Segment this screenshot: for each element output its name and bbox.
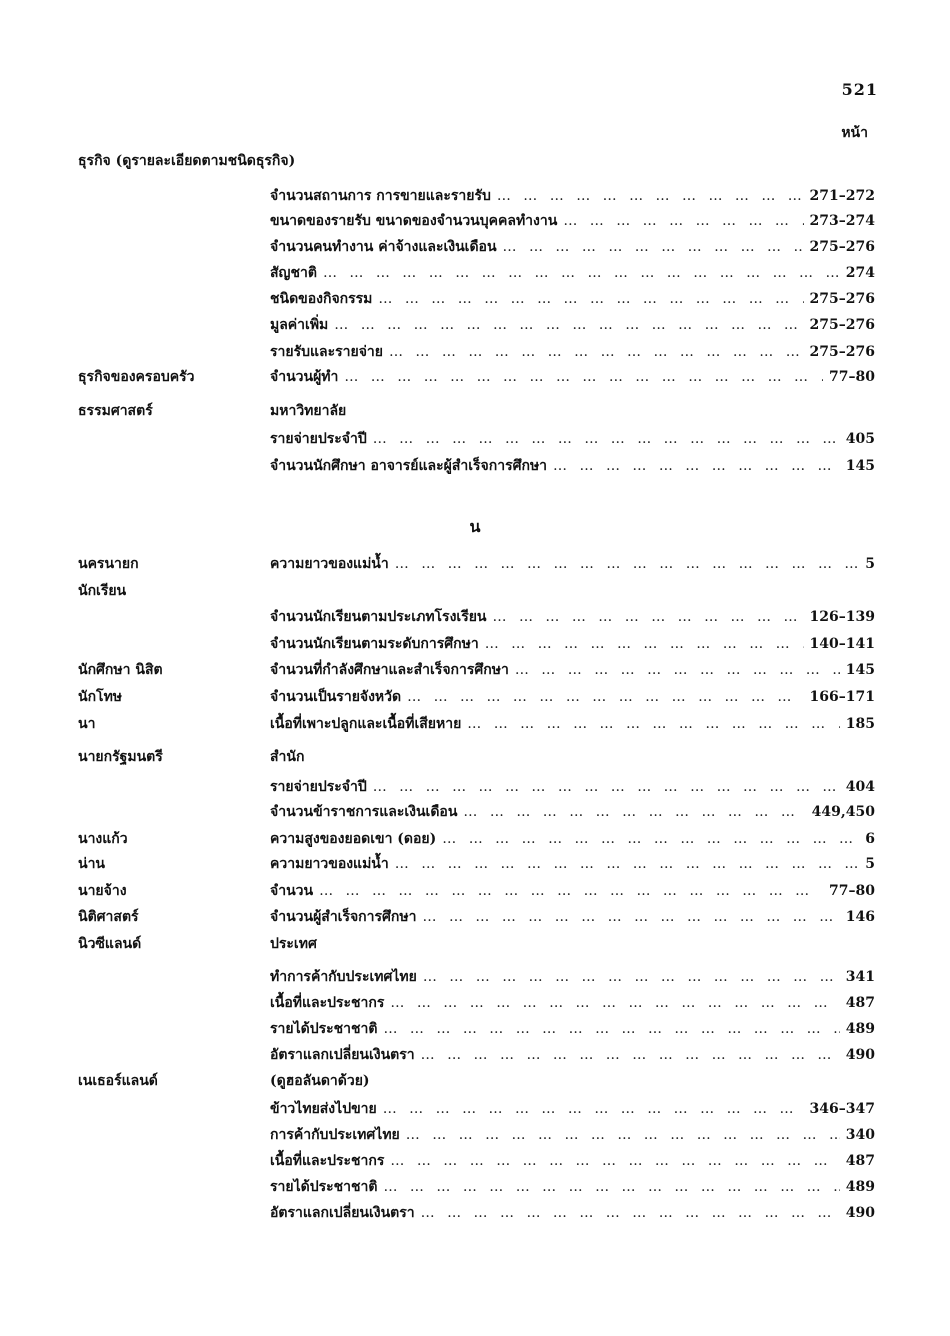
- index-subentry-text: ทำการค้ากับประเทศไทย: [270, 969, 417, 985]
- index-subentry: [270, 776, 875, 798]
- index-subentry-text: ขนาดของรายรับ ขนาดของจำนวนบุคคลทำงาน: [270, 213, 558, 229]
- index-subentry: [270, 828, 875, 850]
- dot-leader: [390, 995, 839, 1011]
- section-letter-heading: น: [469, 517, 481, 536]
- index-subentry-text: รายรับและรายจ่าย: [270, 344, 383, 360]
- index-subentry-text: ความยาวของแม่น้ำ: [270, 556, 389, 572]
- index-subentry-text: มหาวิทยาลัย: [270, 403, 347, 419]
- index-subentry-text: รายจ่ายประจำปี: [270, 431, 367, 447]
- dot-leader: [319, 883, 823, 899]
- index-term: นักโทษ: [78, 689, 123, 705]
- index-entry-row: [0, 828, 950, 850]
- index-page-ref: 77–80: [829, 883, 875, 899]
- index-page-ref: 487: [845, 995, 875, 1011]
- index-page-ref: 146: [845, 909, 875, 925]
- index-subentry: [270, 966, 875, 988]
- index-subentry-text: รายได้ประชาชาติ: [270, 1179, 378, 1195]
- index-subentry-text: จำนวนนักศึกษา อาจารย์และผู้สำเร็จการศึกษา: [270, 458, 548, 474]
- index-subentry: [270, 746, 875, 768]
- index-subentry-text: จำนวนคนทำงาน ค่าจ้างและเงินเดือน: [270, 239, 497, 255]
- index-subentry-text: อัตราแลกเปลี่ยนเงินตรา: [270, 1047, 415, 1063]
- index-entry-row: [0, 1124, 950, 1146]
- index-entry-row: [0, 210, 950, 232]
- index-entry-row: [0, 236, 950, 258]
- dot-leader: [390, 1153, 839, 1169]
- index-page-ref: 340: [845, 1127, 875, 1143]
- index-subentry: [270, 210, 875, 232]
- index-subentry: [270, 713, 875, 735]
- dot-leader: [463, 804, 805, 820]
- dot-leader: [406, 1127, 840, 1143]
- index-subentry: [270, 906, 875, 928]
- dot-leader: [423, 969, 840, 985]
- index-page-ref: 341: [845, 969, 875, 985]
- index-entry-row: [0, 262, 950, 284]
- index-page-ref: 271–272: [809, 188, 875, 204]
- index-subentry: [270, 314, 875, 336]
- index-subentry-text: จำนวน: [270, 883, 314, 899]
- dot-leader: [378, 291, 803, 307]
- index-subentry: [270, 633, 875, 655]
- index-entry-row: [0, 1150, 950, 1172]
- index-entry-row: [0, 314, 950, 336]
- index-subentry: [270, 400, 875, 422]
- index-page-ref: 449,450: [811, 804, 875, 820]
- index-subentry: [270, 1070, 875, 1092]
- index-page-ref: 140–141: [809, 636, 875, 652]
- index-subentry: [270, 853, 875, 875]
- index-subentry: [270, 933, 875, 955]
- index-entry-row: [0, 553, 950, 575]
- index-subentry-text: รายจ่ายประจำปี: [270, 779, 367, 795]
- dot-leader: [389, 344, 804, 360]
- dot-leader: [395, 556, 860, 572]
- index-subentry-text: อัตราแลกเปลี่ยนเงินตรา: [270, 1205, 415, 1221]
- index-subentry-text: จำนวนนักเรียนตามประเภทโรงเรียน: [270, 609, 487, 625]
- dot-leader: [383, 1179, 839, 1195]
- dot-leader: [344, 369, 823, 385]
- index-subentry-text: สัญชาติ: [270, 265, 317, 281]
- index-page-ref: 5: [865, 856, 875, 872]
- index-page-ref: 487: [845, 1153, 875, 1169]
- index-entry-row: [0, 1070, 950, 1092]
- dot-leader: [334, 317, 803, 333]
- index-subentry-text: จำนวนเป็นรายจังหวัด: [270, 689, 402, 705]
- index-subentry-text: จำนวนผู้ทำ: [270, 369, 339, 385]
- index-term: ธุรกิจของครอบครัว: [78, 369, 195, 385]
- index-subentry: [270, 288, 875, 310]
- index-subentry-text: จำนวนผู้สำเร็จการศึกษา: [270, 909, 417, 925]
- index-subentry-text: ประเทศ: [270, 936, 317, 952]
- index-entry-row: [0, 906, 950, 928]
- index-subentry-text: จำนวนนักเรียนตามระดับการศึกษา: [270, 636, 479, 652]
- index-subentry: [270, 1176, 875, 1198]
- index-subentry: [270, 262, 875, 284]
- index-page-ref: 77–80: [829, 369, 875, 385]
- index-entry-row: [0, 992, 950, 1014]
- index-subentry: [270, 236, 875, 258]
- index-subentry: [270, 606, 875, 628]
- dot-leader: [373, 431, 840, 447]
- index-entry-row: [0, 880, 950, 902]
- index-entry-row: [0, 633, 950, 655]
- index-entry-row: [0, 966, 950, 988]
- index-entry-row: [0, 686, 950, 708]
- index-subentry: [270, 1018, 875, 1040]
- index-subentry-text: รายได้ประชาชาติ: [270, 1021, 378, 1037]
- index-subentry: [270, 1124, 875, 1146]
- index-subentry-text: สำนัก: [270, 749, 305, 765]
- index-term: ธรรมศาสตร์: [78, 403, 153, 419]
- index-subentry: [270, 992, 875, 1014]
- index-subentry: [270, 801, 875, 823]
- index-page-ref: 273–274: [809, 213, 875, 229]
- index-entry-row: [0, 1202, 950, 1224]
- index-term: นายจ้าง: [78, 883, 127, 899]
- index-subentry: [270, 366, 875, 388]
- dot-leader: [395, 856, 860, 872]
- index-term: น่าน: [78, 856, 106, 872]
- dot-leader: [493, 609, 804, 625]
- index-subentry: [270, 1098, 875, 1120]
- index-entry-row: [0, 400, 950, 422]
- index-page-ref: 6: [865, 831, 875, 847]
- index-entry-row: [0, 150, 950, 172]
- index-subentry-text: ความยาวของแม่น้ำ: [270, 856, 389, 872]
- index-subentry-text: จำนวนที่กำลังศึกษาและสำเร็จการศึกษา: [270, 662, 509, 678]
- index-subentry: [270, 880, 875, 902]
- index-entry-row: [0, 606, 950, 628]
- index-subentry-text: (ดูฮอลันดาด้วย): [270, 1073, 370, 1089]
- index-subentry: [270, 686, 875, 708]
- index-entry-row: [0, 1018, 950, 1040]
- dot-leader: [467, 716, 839, 732]
- index-entry-row: [0, 428, 950, 450]
- dot-leader: [423, 909, 840, 925]
- index-page-ref: 166–171: [809, 689, 875, 705]
- index-subentry-text: ความสูงของยอดเขา (ดอย): [270, 831, 437, 847]
- index-page-ref: 490: [845, 1205, 875, 1221]
- index-entry-row: [0, 933, 950, 955]
- index-subentry: [270, 659, 875, 681]
- index-subentry: [270, 428, 875, 450]
- index-page-ref: 275–276: [809, 291, 875, 307]
- dot-leader: [497, 188, 804, 204]
- index-entry-row: [0, 853, 950, 875]
- index-page-ref: 405: [845, 431, 875, 447]
- index-page-ref: 489: [845, 1179, 875, 1195]
- index-subentry: [270, 553, 875, 575]
- dot-leader: [485, 636, 804, 652]
- index-term: นิติศาสตร์: [78, 909, 139, 925]
- page-number: 521: [841, 80, 878, 99]
- dot-leader: [563, 213, 803, 229]
- index-page-ref: 145: [845, 458, 875, 474]
- index-page-ref: 275–276: [809, 239, 875, 255]
- index-page-ref: 275–276: [809, 344, 875, 360]
- index-entry-row: [0, 455, 950, 477]
- index-page-ref: 489: [845, 1021, 875, 1037]
- index-entry-row: [0, 1176, 950, 1198]
- index-entry-row: [0, 288, 950, 310]
- index-subentry: [270, 455, 875, 477]
- index-subentry: [270, 341, 875, 363]
- dot-leader: [553, 458, 840, 474]
- index-subentry: [270, 1044, 875, 1066]
- dot-leader: [421, 1205, 840, 1221]
- index-term: นักเรียน: [78, 583, 127, 599]
- index-term: ธุรกิจ (ดูรายละเอียดตามชนิดธุรกิจ): [78, 153, 296, 169]
- index-subentry: [270, 1202, 875, 1224]
- index-subentry-text: จำนวนข้าราชการและเงินเดือน: [270, 804, 458, 820]
- index-entry-row: [0, 659, 950, 681]
- index-page-ref: 5: [865, 556, 875, 572]
- dot-leader: [383, 1101, 804, 1117]
- index-entry-row: [0, 746, 950, 768]
- index-subentry-text: ข้าวไทยส่งไปขาย: [270, 1101, 377, 1117]
- index-term: นครนายก: [78, 556, 139, 572]
- index-page-ref: 126–139: [809, 609, 875, 625]
- index-subentry-text: การค้ากับประเทศไทย: [270, 1127, 400, 1143]
- index-subentry-text: มูลค่าเพิ่ม: [270, 317, 329, 333]
- dot-leader: [373, 779, 840, 795]
- dot-leader: [407, 689, 803, 705]
- index-entry-row: [0, 185, 950, 207]
- dot-leader: [383, 1021, 839, 1037]
- index-entry-row: [0, 366, 950, 388]
- index-subentry-text: เนื้อที่และประชากร: [270, 995, 385, 1011]
- index-page-ref: 490: [845, 1047, 875, 1063]
- index-term: นา: [78, 716, 96, 732]
- index-term: นางแก้ว: [78, 831, 128, 847]
- index-subentry-text: ชนิดของกิจกรรม: [270, 291, 373, 307]
- index-entry-row: [0, 801, 950, 823]
- index-subentry-text: เนื้อที่และประชากร: [270, 1153, 385, 1169]
- index-subentry-text: เนื้อที่เพาะปลูกและเนื้อที่เสียหาย: [270, 716, 462, 732]
- index-entry-row: [0, 713, 950, 735]
- index-page-ref: 404: [845, 779, 875, 795]
- index-page-ref: 274: [845, 265, 875, 281]
- page-column-header: หน้า: [841, 125, 868, 141]
- dot-leader: [442, 831, 859, 847]
- index-page-ref: 145: [845, 662, 875, 678]
- index-subentry-text: จำนวนสถานการ การขายและรายรับ: [270, 188, 491, 204]
- dot-leader: [503, 239, 804, 255]
- index-entry-row: [0, 776, 950, 798]
- dot-leader: [515, 662, 840, 678]
- index-entry-row: [0, 341, 950, 363]
- index-entry-row: [0, 1098, 950, 1120]
- index-term: นักศึกษา นิสิต: [78, 662, 163, 678]
- index-entry-row: [0, 1044, 950, 1066]
- index-page-ref: 346–347: [809, 1101, 875, 1117]
- index-term: เนเธอร์แลนด์: [78, 1073, 158, 1089]
- index-term: นิวซีแลนด์: [78, 936, 142, 952]
- dot-leader: [421, 1047, 840, 1063]
- index-term: นายกรัฐมนตรี: [78, 749, 163, 765]
- index-page-ref: 275–276: [809, 317, 875, 333]
- index-subentry: [270, 1150, 875, 1172]
- index-entry-row: [0, 580, 950, 602]
- index-page-ref: 185: [845, 716, 875, 732]
- index-subentry: [270, 185, 875, 207]
- dot-leader: [323, 265, 840, 281]
